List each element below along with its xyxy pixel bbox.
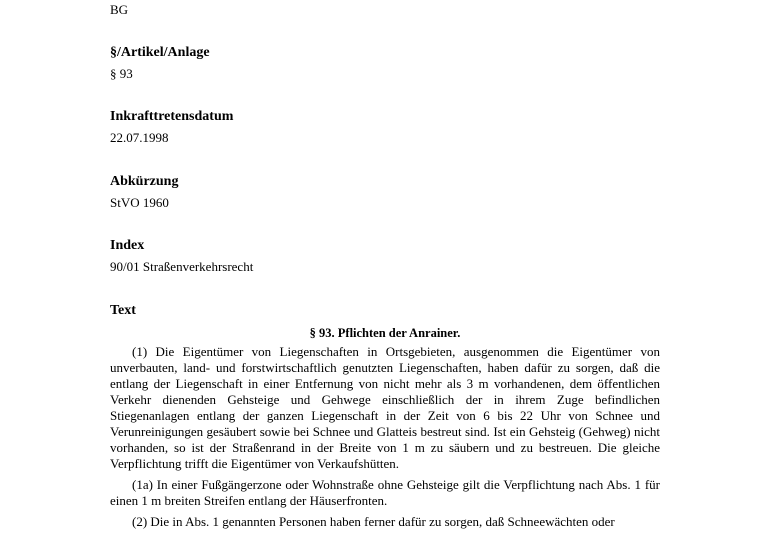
abbreviation-heading: Abkürzung [110,174,179,189]
paragraph-1a: (1a) In einer Fußgängerzone oder Wohnstraße ohne Gehsteige gilt die Verpflichtung nach Abs. 1 für einen 1 m breiten Streifen entlang der Häuserfronten. [110,477,660,508]
paragraph-value: § 93 [110,66,133,81]
paragraph-2: (2) Die in Abs. 1 genannten Personen haben ferner dafür zu sorgen, daß Schneewächten oder [132,514,615,529]
text-heading: Text [110,303,136,318]
effective-date-heading: Inkrafttretensdatum [110,109,234,124]
text-section [110,302,660,535]
section-title: § 93. Pflichten der Anrainer. [309,326,461,340]
paragraph-section [110,44,660,82]
index-section [110,237,660,275]
effective-date-value: 22.07.1998 [110,130,169,145]
paragraph-heading: §/Artikel/Anlage [110,45,210,60]
effective-date-section [110,108,660,146]
abbreviation-value: StVO 1960 [110,195,169,210]
law-type-value: BG [110,2,129,17]
paragraph-1: (1) Die Eigentümer von Liegenschaften in Ortsgebieten, ausgenommen die Eigentümer von unverbauten, land- und forstwirtschaftlich genutzten Liegenschaften, haben dafür zu sorgen, daß die entlang der Liegenschaft in einer Entfernung von nicht mehr als 3 m vorhandenen, dem öffentlichen Verkehr dienenden Gehsteige und Gehwege einschließlich der in ihrem Zuge befindlichen Stiegenanlagen entlang der ganzen Liegenschaft in der Zeit von 6 bis 22 Uhr von Schnee und Verunreinigungen gesäubert sowie bei Schnee und Glatteis bestreut sind. Ist ein Gehsteig (Gehweg) nicht vorhanden, so ist der Straßenrand in der Breite von 1 m zu säubern und zu bestreuen. Die gleiche Verpflichtung trifft die Eigentümer von Verkaufshütten. [110,344,660,471]
index-value: 90/01 Straßenverkehrsrecht [110,259,254,274]
abbreviation-section [110,173,660,211]
index-heading: Index [110,238,145,253]
